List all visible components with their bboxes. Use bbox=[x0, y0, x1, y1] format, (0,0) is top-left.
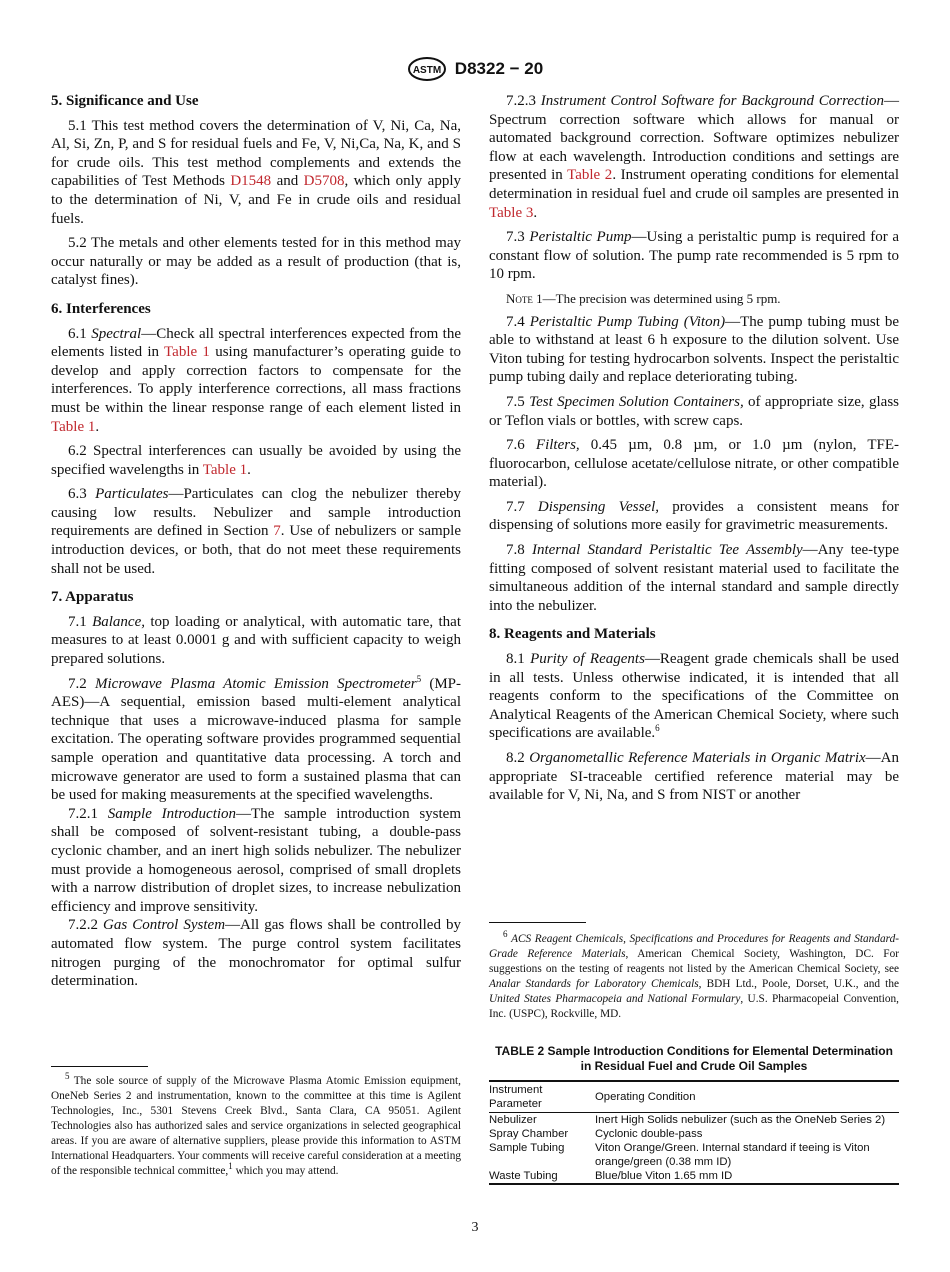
footnote-5 bbox=[51, 1071, 461, 1179]
text-run: . bbox=[95, 418, 100, 435]
page-number: 3 bbox=[471, 1220, 479, 1235]
text-run: Internal Standard Peristaltic Tee Assembly bbox=[531, 542, 803, 559]
paragraph bbox=[489, 650, 899, 743]
paragraph bbox=[51, 805, 461, 917]
text-run: 7.3 bbox=[506, 229, 530, 246]
paragraph bbox=[489, 228, 899, 284]
text-run: 7.4 bbox=[506, 313, 530, 330]
text-run: Particulates bbox=[95, 486, 169, 503]
parameter-cell: Nebulizer bbox=[489, 1114, 537, 1126]
section-heading: 7. Apparatus bbox=[51, 589, 134, 606]
cross-reference-link[interactable]: 7 bbox=[273, 523, 281, 540]
condition-cell: Cyclonic double-pass bbox=[595, 1128, 703, 1140]
text-run: . bbox=[533, 204, 538, 221]
table-2 bbox=[489, 1044, 899, 1185]
text-run: Purity of Reagents bbox=[530, 651, 645, 668]
text-run: 7.2 bbox=[68, 675, 96, 692]
header-cell: Operating Condition bbox=[595, 1091, 696, 1103]
paragraph bbox=[51, 442, 461, 479]
paragraph bbox=[51, 325, 461, 437]
text-run: 7.2.1 bbox=[68, 805, 108, 822]
section-heading: 5. Significance and Use bbox=[51, 93, 199, 109]
text-run: 6.1 bbox=[68, 325, 92, 342]
table-header-row bbox=[489, 1081, 899, 1113]
text-run: 8.1 bbox=[506, 651, 531, 668]
text-run: Filters, bbox=[535, 437, 580, 454]
table-row bbox=[489, 1113, 899, 1128]
cross-reference-link[interactable]: Table 1 bbox=[51, 418, 96, 435]
table-caption: TABLE 2 Sample Introduction Conditions for Elemental Determination in Residual Fuel and Crude Oil Samples bbox=[495, 1044, 893, 1073]
footnote-ref: 6 bbox=[655, 723, 660, 734]
parameter-cell: Sample Tubing bbox=[489, 1142, 565, 1154]
text-run: (MP-AES)—A sequential, emission based multi-element analytical technique that uses a microwave-induced plasma for sample excitation. The operating software provides programmed sequential sample operation and quantitative data processing. A torch and microwave generator are used to form a sustained plasma that can be used for making measurements at the specified wavelengths. bbox=[51, 675, 462, 804]
text-run: —The sample introduction system shall be composed of solvent-resistant tubing, a double-pass cyclonic chamber, and an inert high solids nebulizer. The nebulizer must provide a homogeneous aerosol, comprised of small droplets with a narrow distribution of droplet sizes, to increase nebulization efficiency and improve sensitivity. bbox=[51, 805, 461, 915]
condition-cell: Blue/blue Viton 1.65 mm ID bbox=[595, 1170, 733, 1182]
cross-reference-link[interactable]: Table 3 bbox=[489, 204, 534, 221]
left-column bbox=[51, 92, 461, 991]
paragraph bbox=[489, 541, 899, 615]
paragraph bbox=[489, 436, 899, 492]
section-heading: 6. Interferences bbox=[51, 300, 151, 317]
svg-text:ASTM: ASTM bbox=[412, 65, 441, 76]
footnote-ref: 5 bbox=[65, 1071, 70, 1082]
paragraph bbox=[489, 92, 899, 222]
text-run: 7.2.3 bbox=[506, 93, 541, 109]
note bbox=[489, 290, 899, 309]
document-id: D8322 − 20 bbox=[454, 59, 544, 78]
parameter-cell: Spray Chamber bbox=[489, 1128, 569, 1140]
text-run: —Reagent grade chemicals shall be used in all tests. Unless otherwise indicated, it is intended that all reagents conform to the specifications of the Committee on Analytical Reagents of the American Chemical Society, where such specifications are available. bbox=[489, 651, 899, 742]
paragraph bbox=[489, 498, 899, 535]
text-run: . Instrument operating conditions for elemental determination in residual fuel and crude oil samples are presented in bbox=[489, 167, 900, 202]
text-run: 8.2 bbox=[506, 750, 530, 766]
text-run: using manufacturer’s operating guide to develop and apply correction factors to compensate for the interferences. To apply interference corrections, all mass fractions must be within the linear response range of each element listed in bbox=[51, 344, 461, 416]
parameter-cell: Waste Tubing bbox=[489, 1170, 558, 1182]
table-row bbox=[489, 1141, 899, 1169]
text-run: Microwave Plasma Atomic Emission Spectrometer bbox=[95, 675, 417, 692]
cross-reference-link[interactable]: Table 1 bbox=[202, 461, 248, 478]
text-run: 0.45 µm, 0.8 µm, or 1.0 µm (nylon, TFE-fluorocarbon, cellulose acetate/cellulose nitrate, or other compatible material). bbox=[489, 437, 899, 491]
text-run: —Any tee-type fitting composed of solvent resistant material used to facilitate the simultaneous addition of the internal standard and sample directly into the nebulizer. bbox=[489, 542, 900, 614]
text-run: ACS Reagent Chemicals, Specifications and Procedures for Reagents and Standard-Grade Reference Materials bbox=[489, 933, 899, 960]
cross-reference-link[interactable]: Table 2 bbox=[567, 167, 613, 184]
paragraph bbox=[51, 675, 461, 805]
page-header bbox=[0, 56, 950, 82]
text-run: 7.1 bbox=[68, 613, 93, 630]
text-run: Gas Control System bbox=[103, 917, 226, 934]
paragraph bbox=[51, 117, 461, 229]
text-run: 6.3 bbox=[68, 486, 96, 503]
text-run: 5.1 This test method covers the determination of V, Ni, Ca, Na, Al, Si, Zn, P, and S for residual fuels and Fe, V, Ni,Ca, Na, K, and S for crude oils. This test method complements and extends the capabilities of Test Methods bbox=[51, 117, 461, 190]
text-run: Analar Standards for Laboratory Chemicals bbox=[489, 978, 699, 990]
text-run: 7.8 bbox=[506, 542, 532, 559]
text-run: 1—The precision was determined using 5 rpm. bbox=[532, 290, 781, 306]
text-run: 7.2.2 bbox=[68, 917, 104, 934]
paragraph bbox=[51, 485, 461, 578]
text-run: Test Specimen Solution Containers, bbox=[529, 393, 744, 410]
paragraph bbox=[51, 916, 461, 990]
section-heading: 8. Reagents and Materials bbox=[489, 626, 656, 643]
text-run: The sole source of supply of the Microwave Plasma Atomic Emission equipment, OneNeb Series 2 and instrumentation, known to the committee at this time is Agilent Technologies, Inc., 5301 Stevens Creek Blvd., Santa Clara, CA 95051. Agilent Technologies also has authorized sales and service organizations in selected geographical areas. If you are aware of alternative suppliers, please provide this information to ASTM International Headquarters. Your comments will receive careful consideration at a meeting of the responsible technical committee, bbox=[51, 1075, 461, 1177]
condition-cell: Viton Orange/Green. Internal standard if teeing is Viton orange/green (0.38 mm ID) bbox=[595, 1142, 870, 1168]
table-row bbox=[489, 1169, 899, 1184]
text-run: Dispensing Vessel, bbox=[537, 498, 660, 515]
text-run: —An appropriate SI-traceable certified reference material may be available for V, Ni, Na, and S from NIST or another bbox=[489, 750, 899, 804]
text-run: —Spectrum correction software which allows for manual or automated background correction. Software optimizes nebulizer flow at each wavelength. Introduction conditions and settings are presented in bbox=[489, 93, 899, 184]
astm-logo-icon bbox=[407, 56, 447, 82]
text-run: . Use of nebulizers or sample introduction devices, or both, that do not meet these requirements shall not be used. bbox=[51, 523, 461, 577]
footnote-ref: 6 bbox=[503, 929, 508, 940]
footnote-ref: 1 bbox=[228, 1161, 233, 1172]
text-run: , which only apply to the determination of Ni, V, and Fe in crude oils and residual fuels. bbox=[51, 173, 461, 227]
text-run: 6.2 Spectral interferences can usually be avoided by using the specified wavelengths in bbox=[51, 443, 461, 478]
text-run: , BDH Ltd., Poole, Dorset, U.K., and the bbox=[698, 978, 899, 990]
text-run: Note bbox=[506, 290, 533, 306]
text-run: Peristaltic Pump Tubing (Viton) bbox=[529, 313, 726, 330]
text-run: 7.6 bbox=[506, 437, 536, 454]
text-run: 5.2 The metals and other elements tested for in this method may occur naturally or may be added as a result of production (that is, catalyst fines). bbox=[51, 235, 461, 289]
header-cell: Instrument Parameter bbox=[489, 1084, 543, 1110]
text-run: —The pump tubing must be able to withstand at least 6 h exposure to the dilution solvent. Use Viton tubing for testing hydrocarbon solvents. Inspect the peristaltic pump tubing daily and replace deteriorating tubing. bbox=[489, 313, 900, 386]
paragraph bbox=[489, 393, 899, 430]
cross-reference-link[interactable]: Table 1 bbox=[164, 344, 210, 361]
condition-cell: Inert High Solids nebulizer (such as the OneNeb Series 2) bbox=[595, 1114, 886, 1126]
right-column bbox=[489, 92, 899, 811]
text-run: top loading or analytical, with automatic tare, that measures to at least 0.0001 g and with sufficient capacity to weigh prepared solutions. bbox=[51, 613, 461, 668]
paragraph bbox=[51, 234, 461, 290]
paragraph bbox=[51, 613, 461, 669]
footnote-rule bbox=[51, 1066, 148, 1067]
text-run: 7.5 bbox=[506, 393, 530, 410]
text-run: —Using a peristaltic pump is required for a constant flow of solution. The pump rate recommended is 5 rpm to 10 rpm. bbox=[489, 229, 899, 283]
text-run: Spectral bbox=[91, 325, 142, 342]
footnote-rule bbox=[489, 922, 586, 923]
cross-reference-link[interactable]: D5708 bbox=[303, 173, 345, 190]
text-run: of appropriate size, glass or Teflon vials or bottles, with screw caps. bbox=[489, 393, 899, 429]
text-run: —All gas flows shall be controlled by automated flow system. The purge control system facilitates nitrogen purging of the monochromator for optimal sulfur determination. bbox=[51, 917, 461, 990]
text-run: . bbox=[247, 461, 251, 478]
text-run: , American Chemical Society, Washington, DC. For suggestions on the testing of reagents not listed by the American Chemical Society, see bbox=[489, 948, 899, 975]
text-run: Peristaltic Pump bbox=[529, 229, 632, 246]
text-run: and bbox=[271, 173, 304, 190]
table-row bbox=[489, 1127, 899, 1141]
paragraph bbox=[489, 749, 899, 805]
footnote-ref: 5 bbox=[416, 673, 422, 684]
cross-reference-link[interactable]: D1548 bbox=[230, 173, 272, 190]
text-run: Balance, bbox=[92, 613, 145, 630]
paragraph bbox=[489, 313, 899, 387]
text-run: 7.7 bbox=[506, 498, 538, 515]
text-run: , U.S. Pharmacopeial Convention, Inc. (USPC), Rockville, MD. bbox=[489, 993, 899, 1020]
text-run: Organometallic Reference Materials in Organic Matrix bbox=[529, 750, 866, 766]
text-run: Sample Introduction bbox=[107, 805, 237, 822]
text-run: provides a consistent means for dispensing of solutions more easily for gravimetric measurements. bbox=[489, 498, 899, 534]
table-2-grid bbox=[489, 1080, 899, 1185]
text-run: United States Pharmacopeia and National Formulary bbox=[489, 993, 741, 1005]
text-run: —Particulates can clog the nebulizer thereby causing low results. Nebulizer and sample introduction requirements are defined in Section bbox=[51, 486, 461, 540]
text-run: which you may attend. bbox=[232, 1165, 339, 1177]
footnote-6 bbox=[489, 929, 899, 1022]
text-run: Instrument Control Software for Background Correction bbox=[540, 93, 884, 109]
text-run: —Check all spectral interferences expected from the elements listed in bbox=[51, 325, 461, 361]
